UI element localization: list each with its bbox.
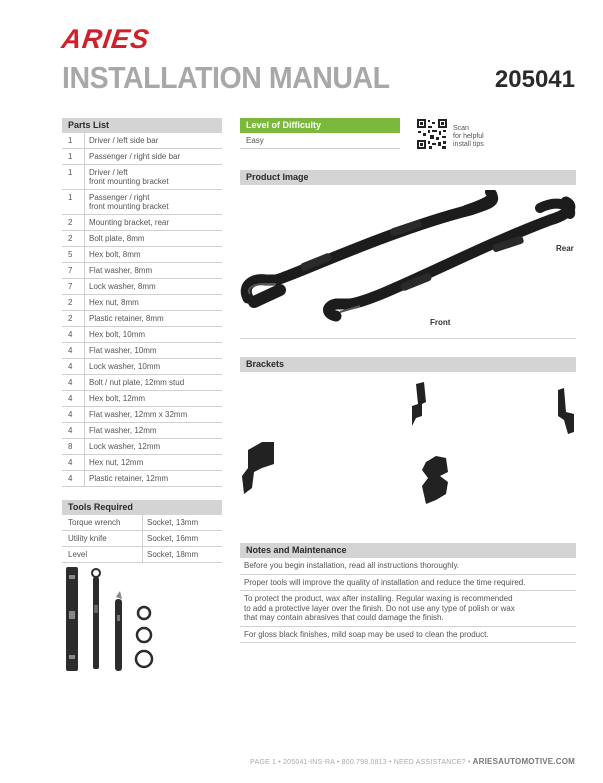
parts-row bbox=[62, 423, 222, 439]
part-description: Lock washer, 12mm bbox=[84, 439, 222, 454]
parts-row bbox=[62, 149, 222, 165]
part-description: Flat washer, 12mm x 32mm bbox=[84, 407, 222, 422]
tool-socket: Socket, 16mm bbox=[142, 531, 222, 546]
level-icon bbox=[66, 567, 78, 671]
difficulty-heading: Level of Difficulty bbox=[240, 118, 400, 133]
rear-bracket-right-image bbox=[558, 388, 574, 434]
parts-row bbox=[62, 359, 222, 375]
part-qty: 2 bbox=[68, 218, 73, 227]
part-description: Mounting bracket, rear bbox=[84, 215, 222, 230]
part-description: Bolt plate, 8mm bbox=[84, 231, 222, 246]
socket-icons bbox=[136, 607, 152, 667]
tools-row bbox=[62, 547, 222, 563]
note-item: Before you begin installation, read all instructions thoroughly. bbox=[240, 558, 576, 575]
difficulty-value: Easy bbox=[240, 133, 400, 149]
note-item: Proper tools will improve the quality of installation and reduce the time required. bbox=[240, 575, 576, 592]
part-qty: 2 bbox=[68, 314, 73, 323]
tools-illustration bbox=[62, 565, 162, 675]
tools-required-table bbox=[62, 515, 222, 563]
divider bbox=[240, 338, 576, 339]
part-qty: 4 bbox=[68, 362, 73, 371]
rear-label: Rear bbox=[556, 244, 574, 253]
part-description: Flat washer, 8mm bbox=[84, 263, 222, 278]
part-qty: 4 bbox=[68, 378, 73, 387]
part-description: Lock washer, 8mm bbox=[84, 279, 222, 294]
footer-text: PAGE 1 • 205041-INS-RA • 800.798.0813 • NEED ASSISTANCE? • bbox=[250, 759, 471, 766]
front-label: Front bbox=[430, 318, 451, 327]
front-bracket-right-image bbox=[422, 456, 448, 504]
page-title: INSTALLATION MANUAL bbox=[62, 60, 390, 95]
tools-required-heading: Tools Required bbox=[62, 500, 222, 515]
aries-logo bbox=[59, 24, 208, 54]
part-qty: 4 bbox=[68, 426, 73, 435]
part-description: Flat washer, 12mm bbox=[84, 423, 222, 438]
qr-code-icon[interactable] bbox=[416, 118, 448, 150]
part-description: Hex bolt, 10mm bbox=[84, 327, 222, 342]
part-description: Hex nut, 12mm bbox=[84, 455, 222, 470]
parts-row bbox=[62, 231, 222, 247]
rear-bracket-left-image bbox=[412, 382, 426, 426]
part-description: Plastic retainer, 8mm bbox=[84, 311, 222, 326]
part-qty: 2 bbox=[68, 298, 73, 307]
part-qty: 1 bbox=[68, 136, 73, 145]
note-item: For gloss black finishes, mild soap may be used to clean the product. bbox=[240, 627, 576, 644]
notes-heading: Notes and Maintenance bbox=[240, 543, 576, 558]
notes-list bbox=[240, 558, 576, 643]
part-description: Plastic retainer, 12mm bbox=[84, 471, 222, 486]
tool-name: Torque wrench bbox=[68, 518, 121, 527]
parts-row bbox=[62, 263, 222, 279]
rear-side-bar-image bbox=[246, 192, 492, 302]
tool-socket: Socket, 13mm bbox=[142, 515, 222, 530]
part-description: Driver / left side bar bbox=[84, 133, 222, 148]
part-qty: 4 bbox=[68, 474, 73, 483]
tool-name: Level bbox=[68, 550, 88, 559]
tools-row bbox=[62, 515, 222, 531]
brand-name: ARIES bbox=[59, 24, 152, 54]
utility-knife-icon bbox=[115, 591, 122, 671]
part-description: Bolt / nut plate, 12mm stud bbox=[84, 375, 222, 390]
torque-wrench-icon bbox=[92, 569, 100, 669]
part-description: Passenger / right side bar bbox=[84, 149, 222, 164]
part-description: Lock washer, 10mm bbox=[84, 359, 222, 374]
parts-row bbox=[62, 439, 222, 455]
tool-name: Utility knife bbox=[68, 534, 107, 543]
part-qty: 4 bbox=[68, 458, 73, 467]
parts-row bbox=[62, 343, 222, 359]
parts-row bbox=[62, 279, 222, 295]
brackets-heading: Brackets bbox=[240, 357, 576, 372]
part-qty: 4 bbox=[68, 346, 73, 355]
parts-row bbox=[62, 247, 222, 263]
part-qty: 1 bbox=[68, 193, 73, 202]
part-qty: 4 bbox=[68, 394, 73, 403]
parts-list-heading: Parts List bbox=[62, 118, 222, 133]
parts-row bbox=[62, 391, 222, 407]
tools-row bbox=[62, 531, 222, 547]
footer bbox=[250, 757, 575, 766]
front-bracket-left-image bbox=[242, 442, 274, 494]
part-qty: 7 bbox=[68, 282, 73, 291]
parts-row bbox=[62, 311, 222, 327]
part-description: Hex nut, 8mm bbox=[84, 295, 222, 310]
tool-socket: Socket, 18mm bbox=[142, 547, 222, 562]
parts-row bbox=[62, 327, 222, 343]
part-description: Passenger / right front mounting bracket bbox=[84, 190, 222, 214]
parts-row bbox=[62, 190, 222, 215]
part-qty: 7 bbox=[68, 266, 73, 275]
footer-website-link[interactable]: ARIESAUTOMOTIVE.COM bbox=[472, 757, 575, 766]
parts-row bbox=[62, 407, 222, 423]
part-description: Hex bolt, 8mm bbox=[84, 247, 222, 262]
parts-row bbox=[62, 455, 222, 471]
part-qty: 8 bbox=[68, 442, 73, 451]
parts-row bbox=[62, 295, 222, 311]
part-qty: 5 bbox=[68, 250, 73, 259]
product-image bbox=[240, 190, 576, 335]
part-qty: 2 bbox=[68, 234, 73, 243]
parts-row bbox=[62, 133, 222, 149]
part-qty: 1 bbox=[68, 168, 73, 177]
part-number: 205041 bbox=[494, 66, 575, 93]
scan-caption: Scan for helpful install tips bbox=[453, 125, 484, 148]
part-description: Hex bolt, 12mm bbox=[84, 391, 222, 406]
parts-row bbox=[62, 165, 222, 190]
parts-list-table bbox=[62, 133, 222, 487]
part-description: Driver / left front mounting bracket bbox=[84, 165, 222, 189]
parts-row bbox=[62, 471, 222, 487]
parts-row bbox=[62, 375, 222, 391]
part-qty: 4 bbox=[68, 410, 73, 419]
part-description: Flat washer, 10mm bbox=[84, 343, 222, 358]
parts-row bbox=[62, 215, 222, 231]
product-image-heading: Product Image bbox=[240, 170, 576, 185]
note-item: To protect the product, wax after installing. Regular waxing is recommended to add a protective layer over the finish. Do not use any type of polish or wax that may contain abrasives that could damage the finish. bbox=[240, 591, 576, 627]
part-qty: 4 bbox=[68, 330, 73, 339]
brackets-image bbox=[240, 376, 576, 506]
part-qty: 1 bbox=[68, 152, 73, 161]
